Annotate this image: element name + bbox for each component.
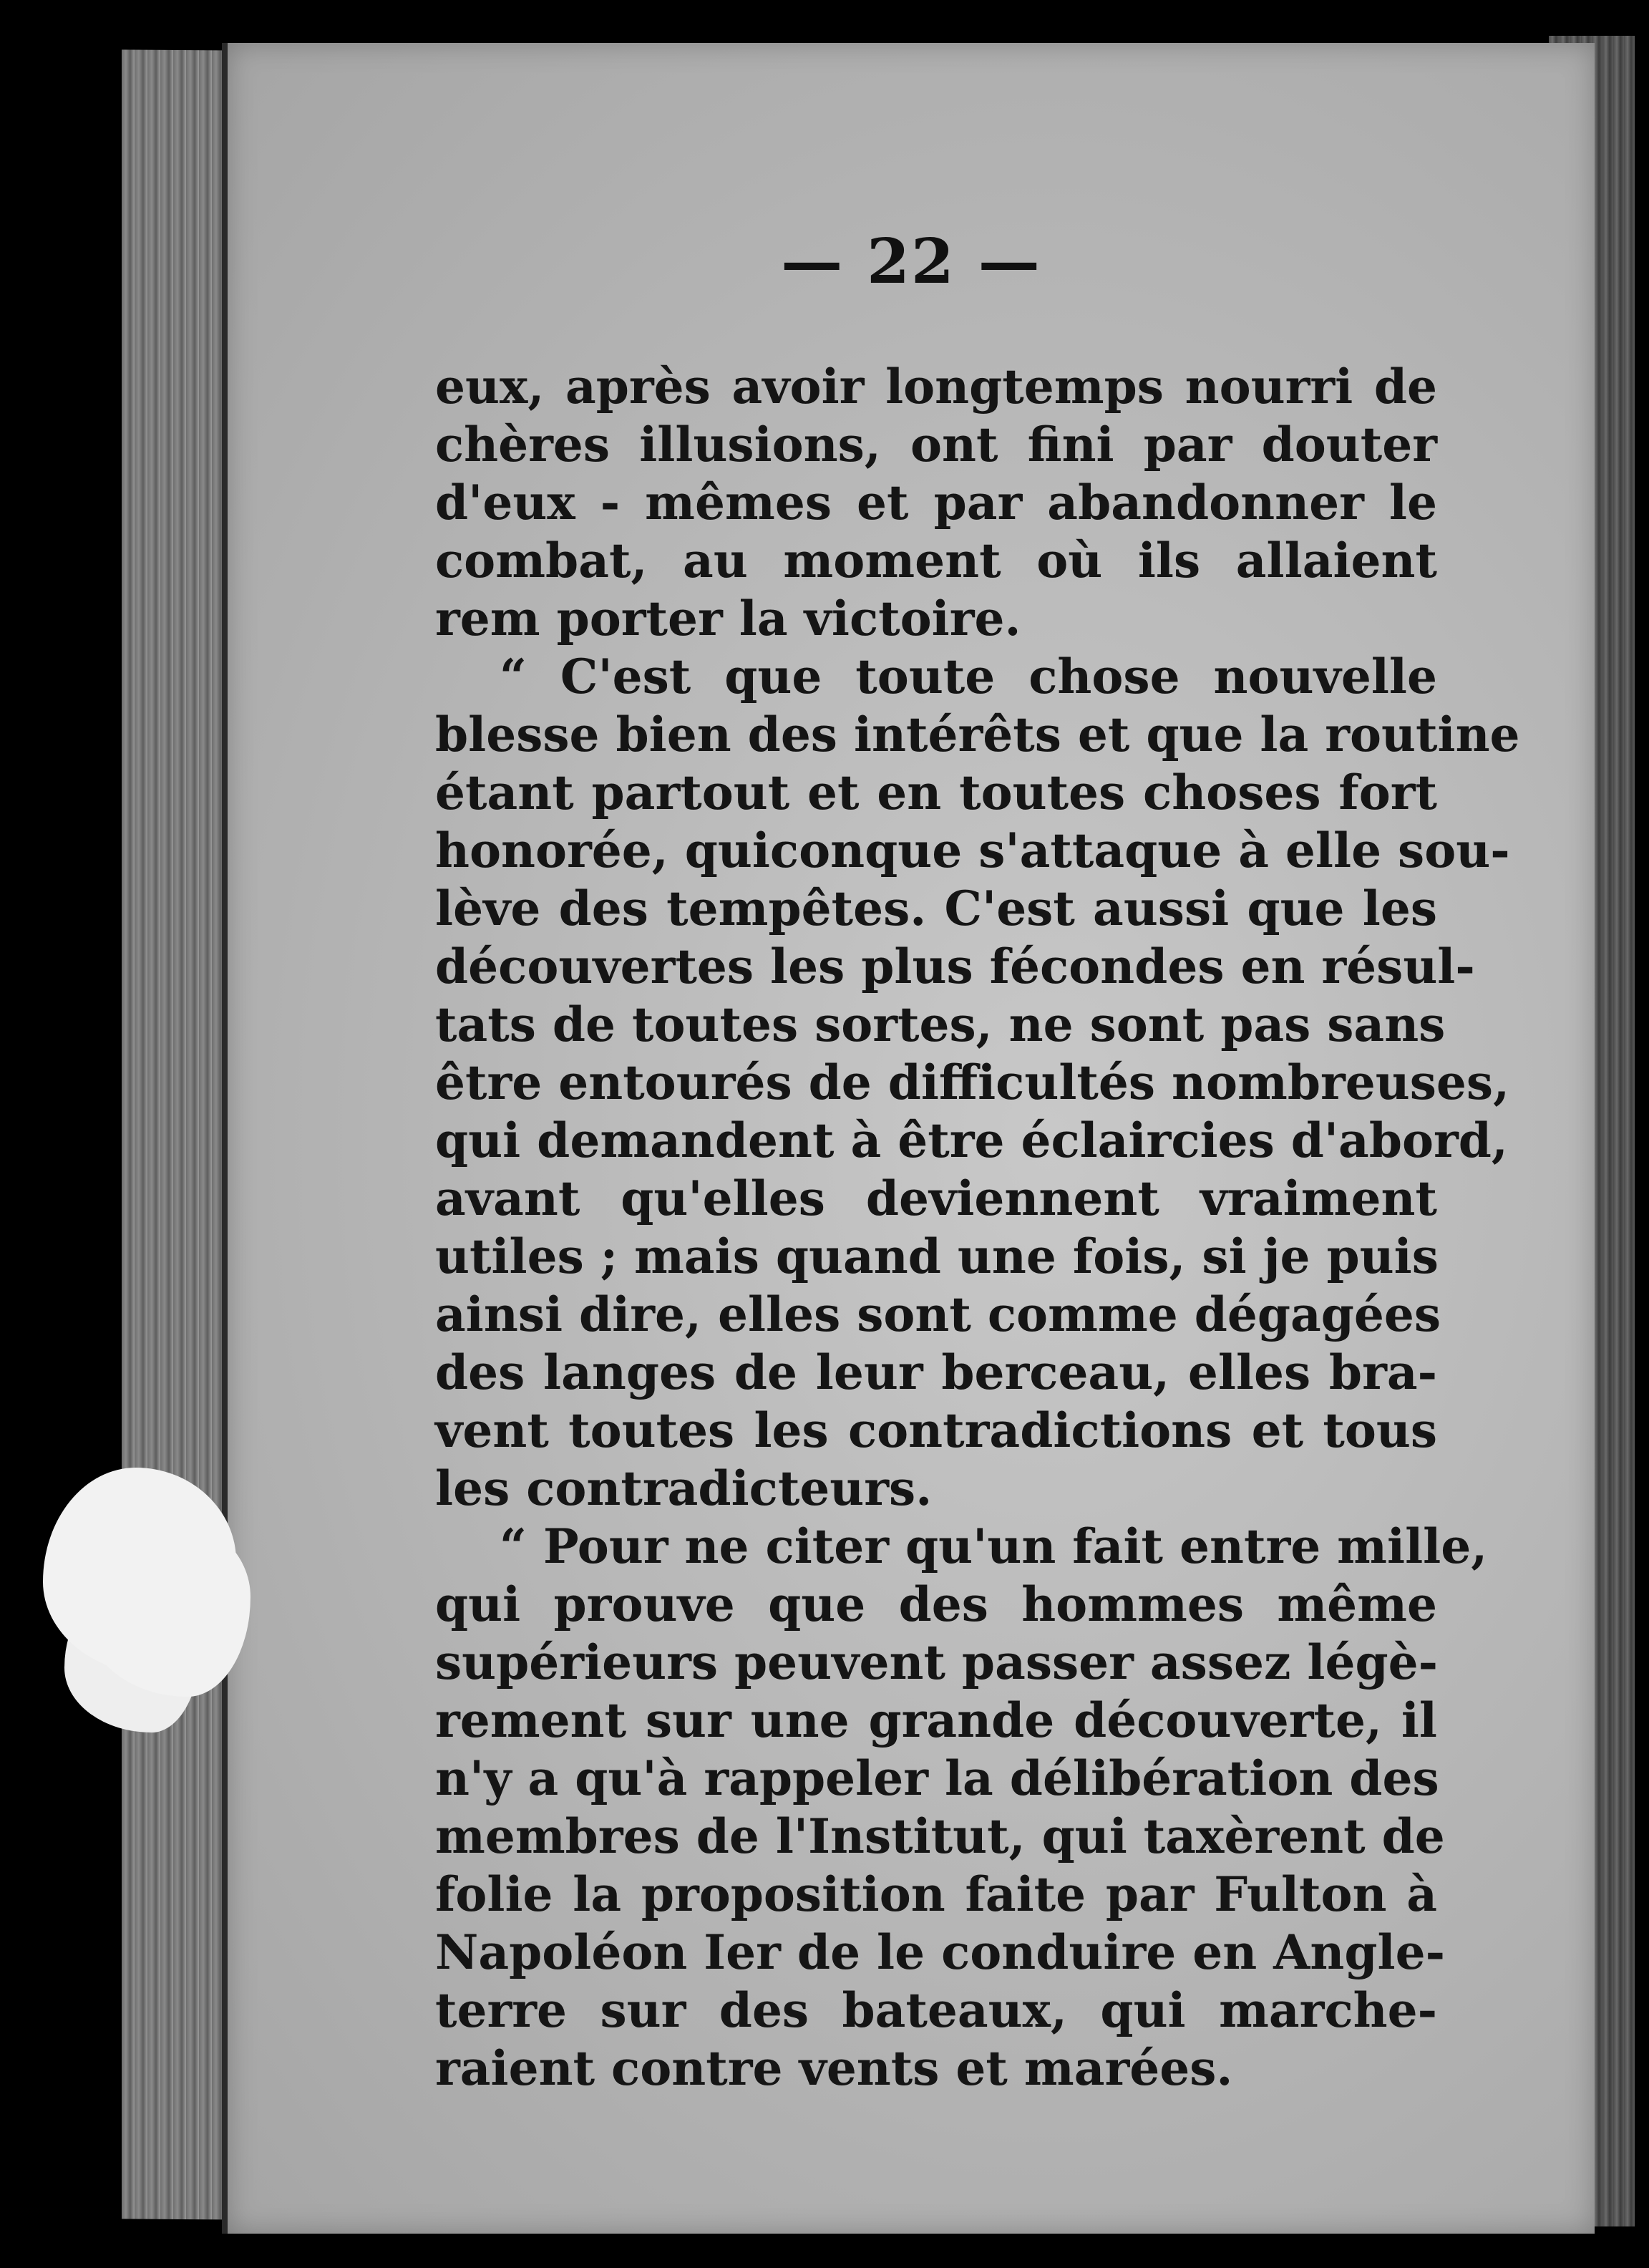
text-line: combat, au moment où ils allaient <box>435 533 1437 588</box>
text-line: blesse bien des intérêts et que la routine <box>435 707 1520 762</box>
text-line: découvertes les plus fécondes en résul- <box>435 939 1475 994</box>
text-line: qui prouve que des hommes même <box>435 1576 1437 1632</box>
text-line: “ C'est que toute chose nouvelle <box>500 649 1437 704</box>
text-line: lève des tempêtes. C'est aussi que les <box>435 881 1437 936</box>
book-page <box>222 43 1595 2234</box>
text-line: d'eux - mêmes et par abandonner le <box>435 475 1437 530</box>
text-line: rement sur une grande découverte, il <box>435 1692 1437 1748</box>
text-line: raient contre vents et marées. <box>435 2040 1233 2096</box>
page-number: — 22 — <box>781 226 1041 298</box>
body-text <box>435 358 1520 2098</box>
text-line: utiles ; mais quand une fois, si je puis <box>435 1228 1439 1284</box>
text-line: les contradicteurs. <box>435 1460 933 1516</box>
text-line: “ Pour ne citer qu'un fait entre mille, <box>500 1518 1488 1574</box>
text-line: avant qu'elles deviennent vraiment <box>435 1171 1437 1226</box>
text-line: terre sur des bateaux, qui marche- <box>435 1982 1437 2038</box>
text-line: qui demandent à être éclaircies d'abord, <box>435 1113 1508 1168</box>
text-line: membres de l'Institut, qui taxèrent de <box>435 1808 1445 1864</box>
text-line: chères illusions, ont fini par douter <box>435 417 1437 472</box>
text-line: folie la proposition faite par Fulton à <box>435 1866 1437 1922</box>
text-line: des langes de leur berceau, elles bra- <box>435 1344 1437 1400</box>
text-line: eux, après avoir longtemps nourri de <box>435 359 1437 415</box>
text-line: n'y a qu'à rappeler la délibération des <box>435 1750 1439 1806</box>
text-line: tats de toutes sortes, ne sont pas sans <box>435 997 1446 1052</box>
text-line: Napoléon Ier de le conduire en Angle- <box>435 1924 1445 1980</box>
text-line: étant partout et en toutes choses fort <box>435 765 1437 820</box>
paper-stain <box>43 1468 236 1675</box>
text-line: être entourés de difficultés nombreuses, <box>435 1055 1510 1110</box>
text-line: rem porter la victoire. <box>435 591 1021 646</box>
text-line: vent toutes les contradictions et tous <box>435 1402 1437 1458</box>
text-line: honorée, quiconque s'attaque à elle sou- <box>435 823 1510 878</box>
text-line: supérieurs peuvent passer assez légè- <box>435 1634 1439 1690</box>
text-line: ainsi dire, elles sont comme dégagées <box>435 1286 1441 1342</box>
